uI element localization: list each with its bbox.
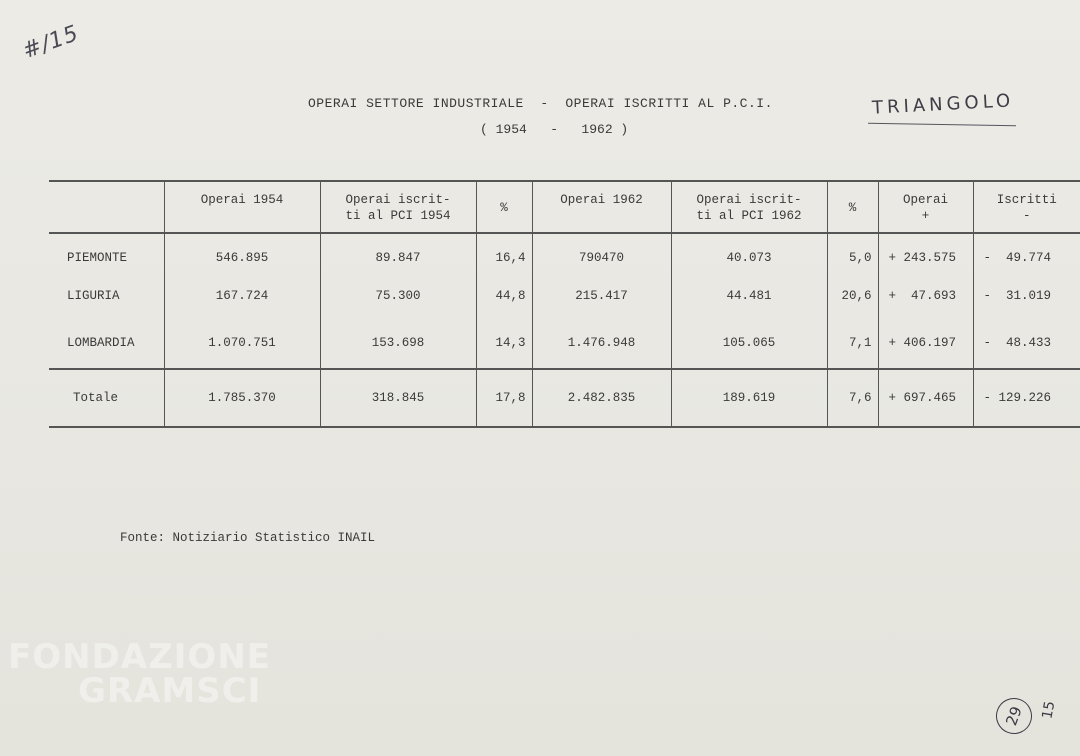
- side-note-underline: [868, 123, 1016, 127]
- header-pct-1962: [827, 181, 878, 233]
- cell-pct-1954: 16,4: [476, 233, 532, 275]
- cell-iscritti-1954: 153.698: [320, 317, 476, 369]
- cell-pct-1962: 20,6: [827, 275, 878, 317]
- cell-pct-1954: 14,3: [476, 317, 532, 369]
- cell-total-iscritti-diff: - 129.226: [973, 369, 1080, 427]
- cell-operai-diff: + 47.693: [878, 275, 973, 317]
- cell-iscritti-diff: - 31.019: [973, 275, 1080, 317]
- table-row: [49, 317, 1080, 369]
- table-row: [49, 275, 1080, 317]
- header-region: [49, 181, 164, 233]
- cell-operai-diff: + 406.197: [878, 317, 973, 369]
- cell-region: PIEMONTE: [67, 250, 128, 265]
- cell-pct-1962: 5,0: [827, 233, 878, 275]
- cell-iscritti-1962: 105.065: [671, 317, 827, 369]
- cell-operai-1954: 546.895: [164, 233, 320, 275]
- cell-iscritti-1962: 44.481: [671, 275, 827, 317]
- header-iscritti-1962-line1: Operai iscrit-: [696, 193, 802, 207]
- cell-operai-1962: 790470: [532, 233, 671, 275]
- cell-region: LIGURIA: [67, 289, 120, 303]
- cell-iscritti-1954: 75.300: [320, 275, 476, 317]
- cell-total-operai-diff: + 697.465: [878, 369, 973, 427]
- cell-total-iscritti-1962: 189.619: [671, 369, 827, 427]
- header-pct-1962-label: %: [848, 201, 857, 215]
- header-operai-diff-line1: Operai: [902, 193, 948, 207]
- source-note: Fonte: Notiziario Statistico INAIL: [120, 531, 376, 545]
- cell-operai-1962: 215.417: [532, 275, 671, 317]
- header-operai-1954: Operai 1954: [164, 181, 320, 233]
- statistics-table: [49, 180, 1080, 428]
- page-number: 15: [1039, 699, 1059, 721]
- cell-operai-1954: 167.724: [164, 275, 320, 317]
- watermark-line1: FONDAZIONE: [8, 637, 272, 677]
- header-pct-1954: [476, 181, 532, 233]
- header-iscritti-1962-line2: ti al PCI 1962: [696, 209, 802, 223]
- cell-iscritti-diff: - 48.433: [973, 317, 1080, 369]
- cell-total-pct-1954: 17,8: [476, 369, 532, 427]
- cell-pct-1962: 7,1: [827, 317, 878, 369]
- header-iscritti-diff: [973, 181, 1080, 233]
- table-header-row: [49, 181, 1080, 233]
- cell-total-operai-1954: 1.785.370: [164, 369, 320, 427]
- watermark-logo: [8, 637, 272, 711]
- cell-operai-1954: 1.070.751: [164, 317, 320, 369]
- header-iscritti-1954: [320, 181, 476, 233]
- cell-operai-1962: 1.476.948: [532, 317, 671, 369]
- header-operai-1962: Operai 1962: [532, 181, 671, 233]
- table-row: [49, 233, 1080, 275]
- handwritten-archive-mark: #/15: [19, 20, 83, 65]
- cell-iscritti-1962: 40.073: [671, 233, 827, 275]
- cell-total-pct-1962: 7,6: [827, 369, 878, 427]
- watermark-line2: GRAMSCI: [78, 671, 262, 711]
- cell-region: LOMBARDIA: [67, 335, 135, 350]
- handwritten-side-note: TRIANGOLO: [871, 90, 1015, 119]
- header-iscritti-1962: [671, 181, 827, 233]
- header-operai-diff: [878, 181, 973, 233]
- cell-pct-1954: 44,8: [476, 275, 532, 317]
- header-pct-1954-label: %: [500, 201, 508, 215]
- header-operai-diff-line2: +: [921, 209, 930, 223]
- cell-total-label: Totale: [49, 369, 164, 427]
- document-years: ( 1954 - 1962 ): [480, 122, 629, 137]
- cell-operai-diff: + 243.575: [878, 233, 973, 275]
- cell-iscritti-diff: - 49.774: [973, 233, 1080, 275]
- header-iscritti-diff-line1: Iscritti: [996, 193, 1057, 207]
- cell-iscritti-1954: 89.847: [320, 233, 476, 275]
- table-total-row: [49, 369, 1080, 427]
- header-iscritti-1954-line1: Operai iscrit-: [345, 193, 451, 207]
- document-title: OPERAI SETTORE INDUSTRIALE - OPERAI ISCRITTI AL P.C.I.: [308, 96, 773, 111]
- cell-total-operai-1962: 2.482.835: [532, 369, 671, 427]
- cell-total-iscritti-1954: 318.845: [320, 369, 476, 427]
- circled-page-number: 29: [991, 693, 1037, 739]
- header-iscritti-1954-line2: ti al PCI 1954: [345, 209, 451, 223]
- header-iscritti-diff-line2: -: [1022, 209, 1031, 223]
